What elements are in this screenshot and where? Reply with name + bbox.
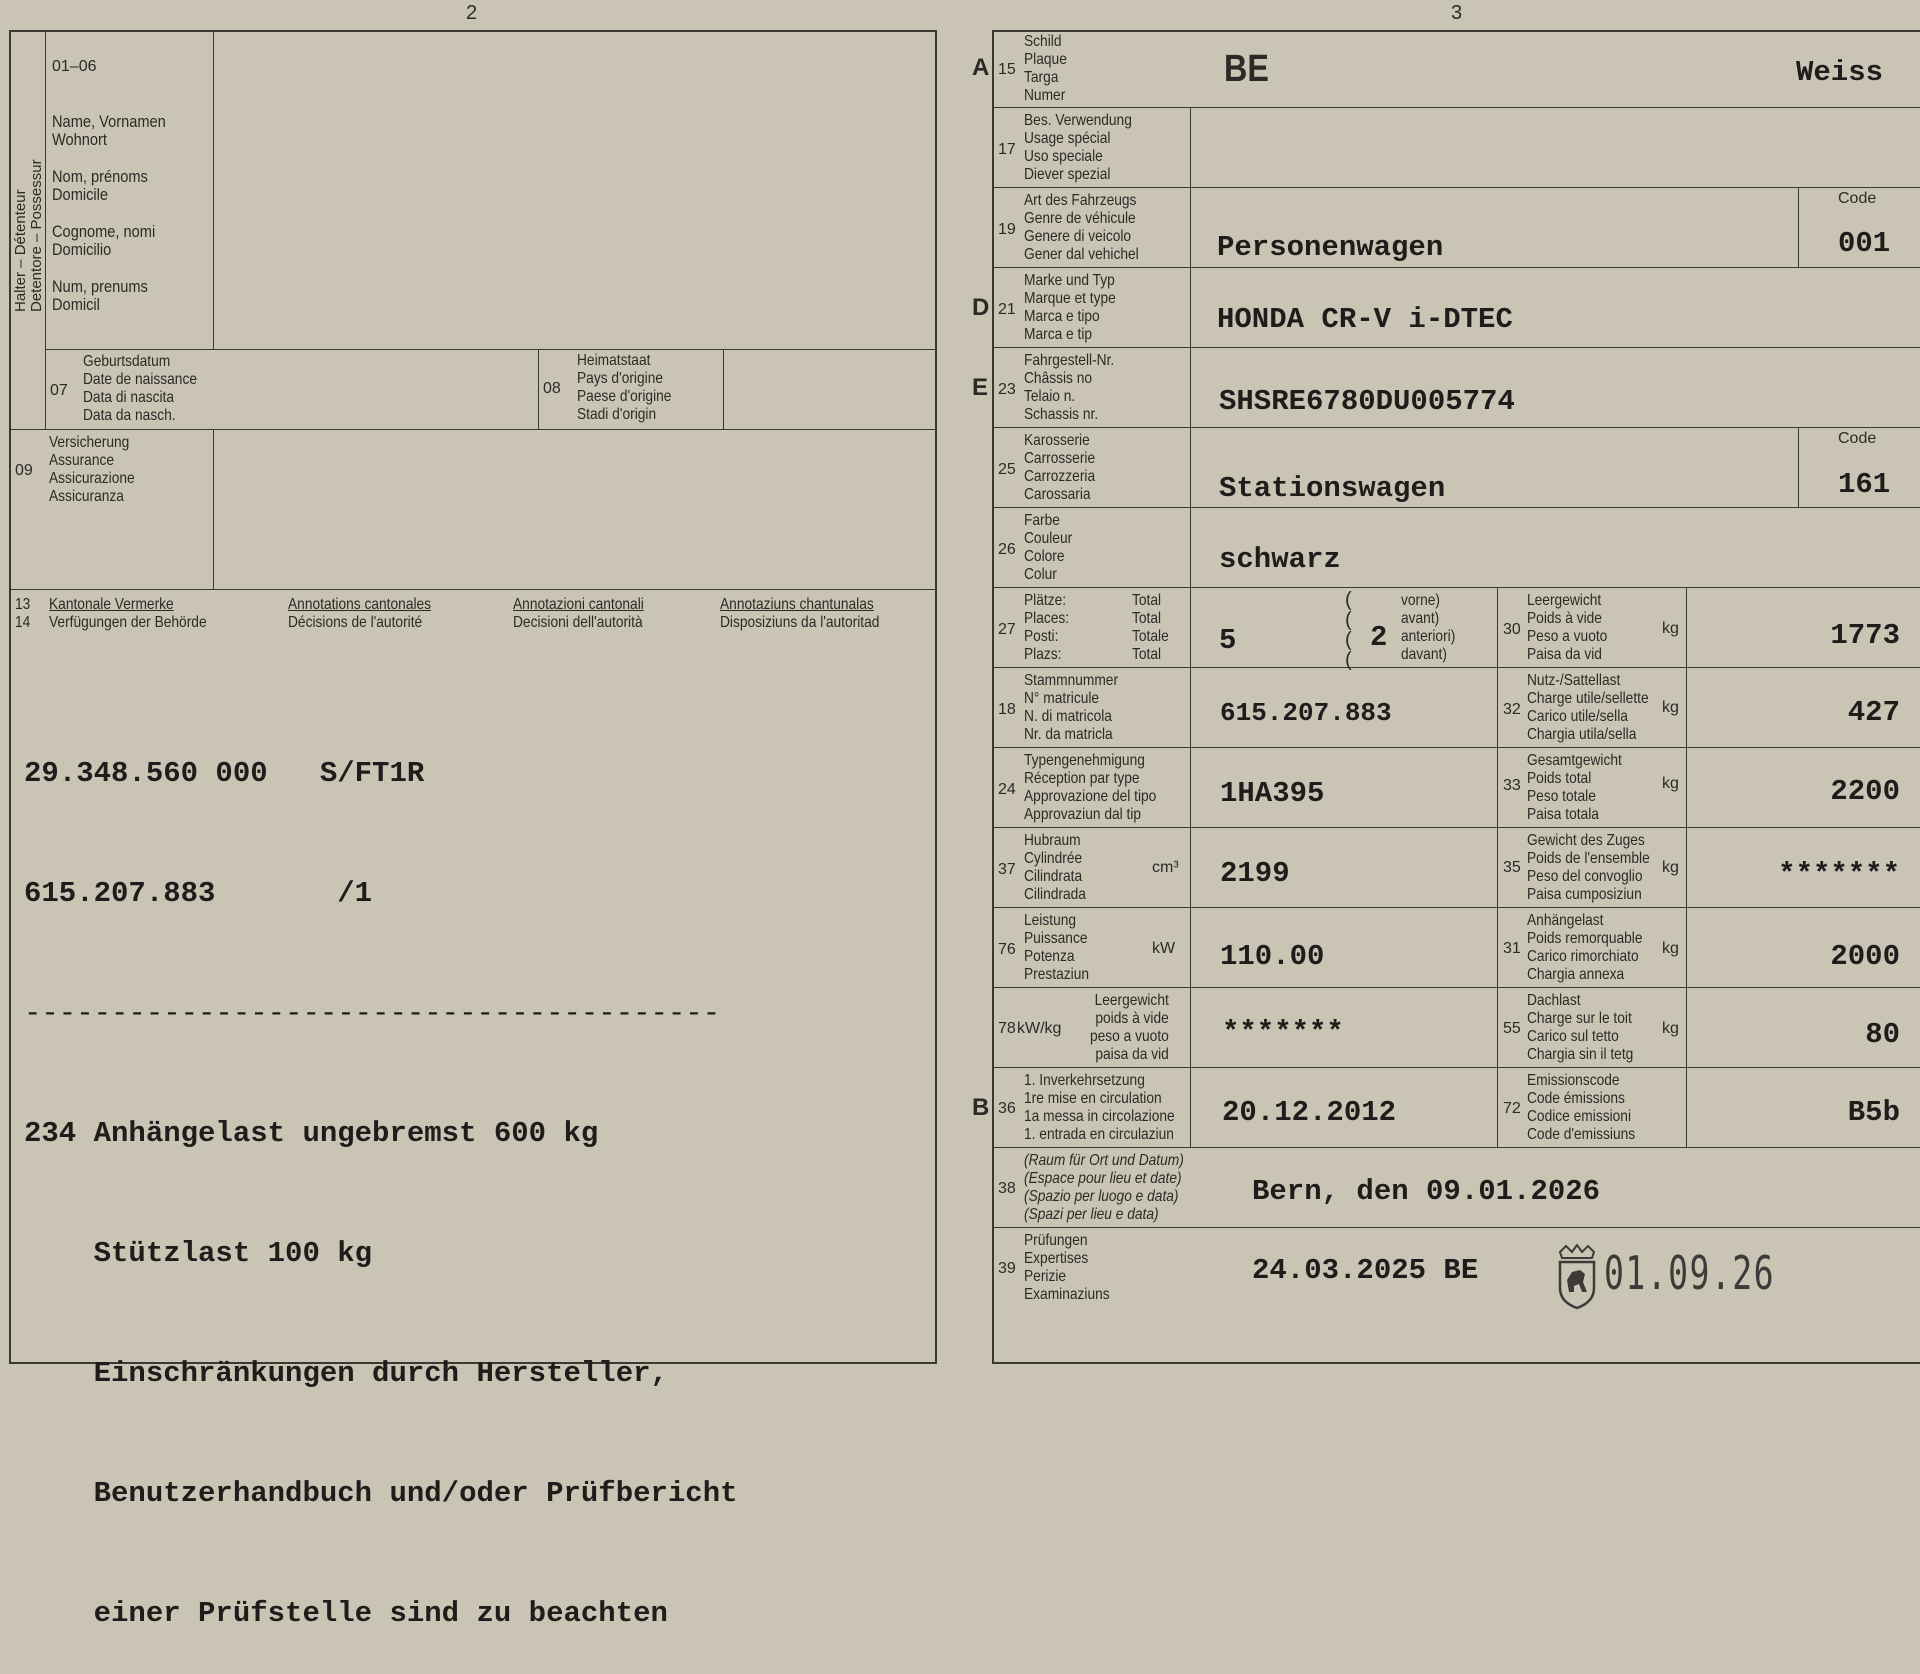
body-code-label: Code	[1838, 430, 1877, 447]
origin-field-number: 08	[543, 380, 561, 397]
seats-bracket: ( ( ( (	[1345, 589, 1352, 671]
train-weight-field-number: 35	[1503, 859, 1521, 876]
total-weight-value: 2200	[1830, 775, 1900, 808]
type-approval-field-number: 24	[998, 781, 1016, 798]
vehicle-type-value: Personenwagen	[1217, 231, 1444, 264]
special-use-field-number: 17	[998, 141, 1016, 158]
body-field-number: 25	[998, 461, 1016, 478]
vehicle-type-labels: Art des Fahrzeugs Genre de véhicule Genere di veicolo Gener dal vehichel	[1024, 192, 1139, 263]
remarks-header-it: Annotazioni cantonali Decisioni dell'autorità	[513, 596, 644, 631]
remarks-line: Einschränkungen durch Hersteller,	[24, 1357, 668, 1390]
empty-weight-value: 1773	[1830, 619, 1900, 652]
emission-labels: Emissionscode Code émissions Codice emissioni Code d'emissiuns	[1527, 1072, 1636, 1143]
place-date-value: Bern, den 09.01.2026	[1252, 1175, 1601, 1208]
kw-per-kg-value: *******	[1222, 1016, 1344, 1049]
kw-per-kg-field-number: 78	[998, 1020, 1016, 1037]
special-use-labels: Bes. Verwendung Usage spécial Uso speciale Diever spezial	[1024, 112, 1132, 183]
inspections-labels: Prüfungen Expertises Perizie Examinaziuns	[1024, 1232, 1110, 1303]
page-number-left: 2	[466, 2, 478, 24]
power-value: 110.00	[1220, 940, 1325, 973]
remarks-line: 234 Anhängelast ungebremst 600 kg	[24, 1117, 599, 1150]
body-labels: Karosserie Carrosserie Carrozzeria Carossaria	[1024, 432, 1096, 503]
type-approval-labels: Typengenehmigung Réception par type Approvazione del tipo Approvaziun dal tip	[1024, 752, 1157, 823]
seats-total-labels: Total Total Totale Total	[1132, 592, 1169, 663]
type-approval-value: 1HA395	[1220, 777, 1325, 810]
remarks-header-rm: Annotaziuns chantunalas Disposiziuns da l'autoritad	[720, 596, 880, 631]
roof-load-value: 80	[1865, 1018, 1900, 1051]
origin-labels: Heimatstaat Pays d'origine Paese d'origine Stadi d'origin	[577, 352, 672, 423]
inspection-due-stamp: 01.09.26	[1604, 1246, 1776, 1300]
body-code: 161	[1838, 468, 1891, 501]
holder-side-label-a: Halter – Détenteur	[12, 189, 29, 312]
displacement-field-number: 37	[998, 861, 1016, 878]
power-field-number: 76	[998, 941, 1016, 958]
colour-field-number: 26	[998, 541, 1016, 558]
roof-load-unit: kg	[1662, 1020, 1679, 1037]
seats-front-labels: vorne) avant) anteriori) davant)	[1401, 592, 1456, 663]
emission-field-number: 72	[1503, 1100, 1521, 1117]
payload-unit: kg	[1662, 699, 1679, 716]
remarks-line: Stützlast 100 kg	[24, 1237, 373, 1270]
plate-labels: Schild Plaque Targa Numer	[1024, 33, 1067, 104]
remarks-line: 615.207.883 /1	[24, 877, 373, 910]
trailer-load-field-number: 31	[1503, 940, 1521, 957]
place-date-field-number: 38	[998, 1180, 1016, 1197]
kw-per-kg-unit: kW/kg	[1017, 1020, 1062, 1037]
trailer-load-labels: Anhängelast Poids remorquable Carico rimorchiato Chargia annexa	[1527, 912, 1643, 983]
insurance-field-number: 09	[15, 462, 33, 479]
colour-value: schwarz	[1219, 543, 1341, 576]
row-letter-e: E	[972, 374, 989, 401]
displacement-labels: Hubraum Cylindrée Cilindrata Cilindrada	[1024, 832, 1086, 903]
inspections-value: 24.03.2025 BE	[1252, 1254, 1479, 1287]
payload-labels: Nutz-/Sattellast Charge utile/sellette Carico utile/sella Chargia utila/sella	[1527, 672, 1649, 743]
roof-load-field-number: 55	[1503, 1020, 1521, 1037]
first-reg-labels: 1. Inverkehrsetzung 1re mise en circulation 1a messa in circolazione 1. entrada en circulaziun	[1024, 1072, 1175, 1143]
kw-per-kg-labels: Leergewicht poids à vide peso a vuoto paisa da vid	[1090, 992, 1169, 1063]
matricule-field-number: 18	[998, 701, 1016, 718]
remarks-header-de: Kantonale Vermerke Verfügungen der Behörde	[49, 596, 207, 631]
plate-field-number: 15	[998, 61, 1016, 78]
total-weight-labels: Gesamtgewicht Poids total Peso totale Paisa totala	[1527, 752, 1622, 823]
trailer-load-unit: kg	[1662, 940, 1679, 957]
plate-canton: BE	[1224, 48, 1269, 90]
remarks-line: 29.348.560 000 S/FT1R	[24, 757, 425, 790]
empty-weight-unit: kg	[1662, 620, 1679, 637]
trailer-load-value: 2000	[1830, 940, 1900, 973]
seats-value: 5	[1219, 624, 1237, 657]
bern-coat-of-arms-icon	[1556, 1244, 1598, 1310]
chassis-value: SHSRE6780DU005774	[1219, 385, 1515, 418]
seats-front-value: 2	[1370, 621, 1388, 654]
make-field-number: 21	[998, 301, 1016, 318]
remarks-line: ----------------------------------------	[24, 997, 721, 1030]
plate-colour: Weiss	[1796, 56, 1884, 89]
matricule-labels: Stammnummer N° matricule N. di matricola Nr. da matricla	[1024, 672, 1119, 743]
first-reg-value: 20.12.2012	[1222, 1096, 1397, 1129]
total-weight-unit: kg	[1662, 775, 1679, 792]
row-letter-b: B	[972, 1094, 990, 1121]
vehicle-type-code-label: Code	[1838, 190, 1877, 207]
body-value: Stationswagen	[1219, 472, 1446, 505]
inspections-field-number: 39	[998, 1260, 1016, 1277]
remarks-line: Benutzerhandbuch und/oder Prüfbericht	[24, 1477, 738, 1510]
make-labels: Marke und Typ Marque et type Marca e tipo Marca e tip	[1024, 272, 1116, 343]
seats-field-number: 27	[998, 621, 1016, 638]
total-weight-field-number: 33	[1503, 777, 1521, 794]
page-number-right: 3	[1451, 2, 1463, 24]
train-weight-labels: Gewicht des Zuges Poids de l'ensemble Peso del convoglio Paisa cumposiziun	[1527, 832, 1650, 903]
train-weight-value: *******	[1778, 858, 1900, 891]
empty-weight-field-number: 30	[1503, 621, 1521, 638]
vehicle-type-field-number: 19	[998, 221, 1016, 238]
power-labels: Leistung Puissance Potenza Prestaziun	[1024, 912, 1090, 983]
row-letter-d: D	[972, 294, 990, 321]
holder-side-label-b: Detentore – Possessur	[28, 159, 45, 312]
holder-labels: Name, Vornamen Wohnort Nom, prénoms Domicile Cognome, nomi Domicilio Num, prenums Domicil	[52, 112, 166, 314]
vehicle-type-code: 001	[1838, 227, 1891, 260]
insurance-labels: Versicherung Assurance Assicurazione Assicuranza	[49, 434, 135, 505]
make-model-value: HONDA CR-V i-DTEC	[1217, 303, 1513, 336]
birth-field-number: 07	[50, 382, 68, 399]
holder-code: 01–06	[52, 58, 97, 75]
place-date-labels: (Raum für Ort und Datum) (Espace pour lieu et date) (Spazio per luogo e data) (Spazi per lieu e data)	[1024, 1152, 1184, 1223]
chassis-labels: Fahrgestell-Nr. Châssis no Telaio n. Schassis nr.	[1024, 352, 1115, 423]
seats-labels: Plätze: Places: Posti: Plazs:	[1024, 592, 1070, 663]
power-unit: kW	[1152, 940, 1176, 957]
birth-labels: Geburtsdatum Date de naissance Data di nascita Data da nasch.	[83, 353, 197, 424]
payload-value: 427	[1847, 696, 1900, 729]
remarks-header-fr: Annotations cantonales Décisions de l'autorité	[288, 596, 432, 631]
displacement-value: 2199	[1220, 857, 1290, 890]
displacement-unit: cm³	[1152, 859, 1179, 876]
first-reg-field-number: 36	[998, 1100, 1016, 1117]
empty-weight-labels: Leergewicht Poids à vide Peso a vuoto Paisa da vid	[1527, 592, 1608, 663]
train-weight-unit: kg	[1662, 859, 1679, 876]
payload-field-number: 32	[1503, 701, 1521, 718]
remarks-text	[24, 674, 738, 1674]
row-letter-a: A	[972, 54, 990, 81]
matricule-value: 615.207.883	[1220, 698, 1392, 728]
chassis-field-number: 23	[998, 381, 1016, 398]
remarks-field-numbers: 13 14	[15, 596, 31, 631]
emission-value: B5b	[1847, 1096, 1900, 1129]
roof-load-labels: Dachlast Charge sur le toit Carico sul tetto Chargia sin il tetg	[1527, 992, 1634, 1063]
remarks-line: einer Prüfstelle sind zu beachten	[24, 1597, 668, 1630]
colour-labels: Farbe Couleur Colore Colur	[1024, 512, 1073, 583]
